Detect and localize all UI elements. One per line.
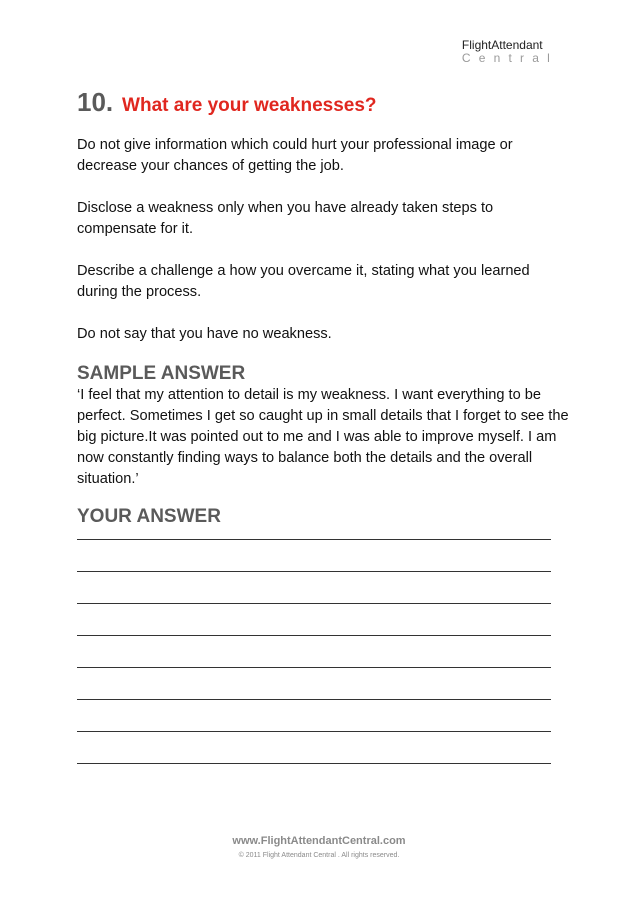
- question-title: What are your weaknesses?: [122, 95, 377, 116]
- sample-answer-title: SAMPLE ANSWER: [77, 363, 246, 384]
- answer-line[interactable]: [77, 572, 551, 604]
- footer-copyright: © 2011 Flight Attendant Central . All rights reserved.: [238, 852, 400, 859]
- answer-line[interactable]: [77, 732, 551, 764]
- answer-line[interactable]: [77, 540, 551, 572]
- question-number: 10.: [77, 87, 114, 117]
- answer-line[interactable]: [77, 530, 551, 540]
- page-content: [77, 80, 567, 764]
- brand-logo: [462, 39, 558, 64]
- logo-line-2: Central: [461, 51, 558, 65]
- your-answer-title: YOUR ANSWER: [77, 506, 221, 527]
- answer-line[interactable]: [77, 700, 551, 732]
- answer-line[interactable]: [77, 668, 551, 700]
- logo-line-1: FlightAttendant: [461, 38, 543, 52]
- page-footer: [0, 836, 638, 859]
- answer-lines: [77, 530, 567, 764]
- footer-url: www.FlightAttendantCentral.com: [232, 835, 406, 847]
- question-heading: [77, 80, 567, 126]
- tip-paragraph: Do not say that you have no weakness.: [77, 326, 332, 342]
- tip-paragraph: Do not give information which could hurt your professional image or decrease your chances of getting the job.: [77, 137, 513, 174]
- tip-paragraph: Disclose a weakness only when you have already taken steps to compensate for it.: [77, 200, 494, 237]
- tip-paragraph: Describe a challenge a how you overcame it, stating what you learned during the process.: [77, 263, 530, 300]
- sample-answer-text: ‘I feel that my attention to detail is my weakness. I want everything to be perfect. Sometimes I get so caught up in small details that I forget to see the big picture.It was pointed out to me and I was able to improve myself. I am now constantly finding ways to balance both the details and the overall situation.’: [77, 387, 569, 487]
- answer-line[interactable]: [77, 604, 551, 636]
- answer-line[interactable]: [77, 636, 551, 668]
